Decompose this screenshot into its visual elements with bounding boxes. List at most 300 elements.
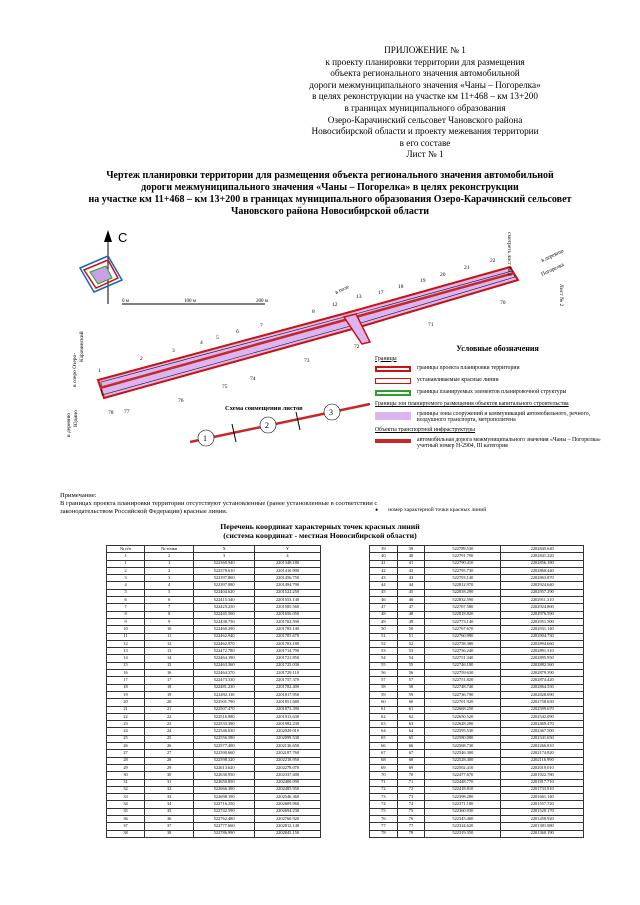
table-cell: 2201522.250 [255,589,321,596]
svg-text:21: 21 [464,265,470,271]
legend-section: Границы зон планируемого размещения объектов капитального строительства [375,401,569,408]
table-row [370,743,584,750]
table-cell: 2202891.310 [501,648,584,655]
table-cell: 2202136.650 [255,743,321,750]
table-row [107,750,321,757]
table-cell: 522472.780 [194,648,255,655]
svg-text:Схема совмещения листов: Схема совмещения листов [225,405,303,412]
table-row [370,640,584,647]
table-cell: 42 [370,567,398,574]
table-cell: 522746.180 [425,662,501,669]
svg-text:2: 2 [140,356,143,362]
header-line: к проекту планировки территории для размещения [325,56,525,67]
table-cell: 43 [397,575,425,582]
north-arrow-icon [80,230,127,304]
table-cell: 2202174.820 [501,750,584,757]
table-cell: 2202542.090 [501,713,584,720]
table-row [370,772,584,779]
table-cell: 522736.790 [425,691,501,698]
table-cell: 77 [397,823,425,830]
table-cell: 70 [370,772,398,779]
svg-text:77: 77 [124,409,130,415]
table-cell: 522360.930 [425,808,501,815]
table-cell: 9 [145,618,194,625]
table-cell: 522650.520 [425,713,501,720]
table-cell: 522666.390 [194,786,255,793]
svg-text:76: 76 [178,398,184,404]
table-cell: 522398.280 [425,794,501,801]
table-cell: 68 [397,757,425,764]
table-row [107,597,321,604]
table-cell: 2202904.730 [501,633,584,640]
table-cell: 53 [397,648,425,655]
table-cell: 15 [107,662,145,669]
table-cell: 56 [370,670,398,677]
table-row [370,808,584,815]
table-cell: 522795.730 [425,567,501,574]
table-cell: 2201725.030 [255,662,321,669]
table-cell: 40 [370,553,398,560]
svg-text:5: 5 [216,335,219,341]
table-cell: 12 [145,640,194,647]
table-row [370,655,584,662]
table-cell: 522528.400 [425,757,501,764]
table-cell: 8 [145,611,194,618]
coordinates-table-right [369,545,584,838]
header-line: Новосибирской области и проекту межевания территории [311,126,539,137]
table-cell: 522371.180 [425,801,501,808]
table-cell: 36 [145,815,194,822]
table-row [370,779,584,786]
table-cell: 522748.740 [425,684,501,691]
table-cell: 2202266.810 [501,743,584,750]
table-cell: 522698.190 [194,794,255,801]
table-row [107,808,321,815]
svg-text:18: 18 [398,284,404,290]
table-row [107,684,321,691]
table-cell: 21 [107,706,145,713]
table-cell: 62 [370,713,398,720]
table-cell: 44 [370,582,398,589]
table-cell: 2202856.180 [501,560,584,567]
table-row [370,589,584,596]
table-cell: 522577.400 [194,743,255,750]
table-cell: 25 [145,735,194,742]
svg-text:в поле: в поле [334,284,351,296]
table-cell: 2202812.140 [255,823,321,830]
legend-item: устанавливаемые красные линии [375,377,620,386]
legend-item: автомобильная дорога межмуниципального значения «Чаны – Погорелка» учетный номер Н-2904, III категория [375,437,620,450]
table-cell: 522650.850 [194,779,255,786]
table-cell: 2201817.710 [501,779,584,786]
table-cell: 33 [145,794,194,801]
svg-text:6: 6 [236,329,239,335]
table-cell: 14 [107,655,145,662]
table-row [107,743,321,750]
table-cell: 522777.660 [194,823,255,830]
table-cell: 47 [397,604,425,611]
svg-text:8: 8 [312,309,315,315]
table-cell: 57 [370,677,398,684]
table-cell: 522345.460 [425,815,501,822]
table-cell: 522590.660 [194,750,255,757]
table-row [370,691,584,698]
svg-text:20: 20 [440,272,446,278]
table-row [107,618,321,625]
table-cell: 69 [370,764,398,771]
table-cell: 74 [397,801,425,808]
table-cell: 2202931.140 [501,626,584,633]
table-cell: 35 [107,808,145,815]
table-row [370,750,584,757]
svg-text:1: 1 [203,434,207,443]
table-cell: 522767.670 [425,626,501,633]
north-label: С [118,230,128,245]
table-row [107,721,321,728]
table-cell: 78 [370,830,398,837]
table-row [107,772,321,779]
table-cell: 522751.820 [425,677,501,684]
table-row [370,670,584,677]
table-cell: 9 [107,618,145,625]
table-cell: 2202546.360 [255,794,321,801]
table-row [107,786,321,793]
table-cell: 522791.790 [425,553,501,560]
table-cell: 2201873.390 [255,706,321,713]
table-cell: 2201982.230 [255,721,321,728]
table-row [107,706,321,713]
table-row [107,815,321,822]
table-cell: 522462.970 [194,640,255,647]
header-line: Озеро-Карачинский сельсовет Чановского района [327,114,523,125]
table-cell: 2201817.950 [255,691,321,698]
table-title: Перечень координат характерных точек красных линий (система координат - местная Новосибирской области) [220,522,420,540]
table-row [370,786,584,793]
table-cell: 31 [145,779,194,786]
svg-text:0 м: 0 м [122,299,129,304]
table-row [370,553,584,560]
table-cell: 63 [397,721,425,728]
svg-text:Погорелка: Погорелка [540,261,566,278]
table-row [370,815,584,822]
legend-section: Объекты транспортной инфраструктуры [375,426,476,433]
table-cell: 522598.320 [194,757,255,764]
table-cell: 2201456.750 [255,575,321,582]
table-cell: 20 [145,699,194,706]
svg-text:72: 72 [354,344,360,350]
table-cell: 522758.380 [425,640,501,647]
table-cell: 30 [145,772,194,779]
table-row [370,794,584,801]
table-cell: 522324.620 [425,823,501,830]
table-cell: 22 [145,713,194,720]
table-cell: 2202911.310 [501,597,584,604]
table-cell: 2202828.690 [501,691,584,698]
table-cell: 2202367.500 [501,728,584,735]
table-cell: 522789.530 [425,546,501,553]
table-cell: 14 [145,655,194,662]
table-cell: 31 [107,779,145,786]
svg-text:в деревню: в деревню [66,412,72,437]
table-cell: 41 [370,560,398,567]
table-row [370,728,584,735]
table-cell: 48 [370,611,398,618]
table-cell: 34 [107,801,145,808]
table-cell: 2201494.790 [255,582,321,589]
table-cell: 52 [370,640,398,647]
table-cell: 2202218.950 [255,757,321,764]
table-cell: 54 [397,655,425,662]
table-cell: 46 [370,597,398,604]
point-note: • номер характерной точки красных линий [375,505,487,515]
legend-item: границы проекта планировки территории [375,365,620,374]
table-cell: 522397.860 [194,575,255,582]
table-cell: 35 [145,808,194,815]
table-cell: 51 [370,633,398,640]
table-cell: 72 [397,786,425,793]
table-cell: 42 [397,567,425,574]
table-cell: 47 [370,604,398,611]
table-cell: 522556.580 [194,735,255,742]
table-row [370,648,584,655]
table-cell: 18 [107,684,145,691]
table-cell: 23 [107,721,145,728]
table-cell: 2 [145,567,194,574]
svg-text:в деревню: в деревню [540,248,565,264]
title-line: Чертеж планировки территории для размещения объекта регионального значения автомобильной [106,170,554,181]
table-cell: 2201721.850 [255,655,321,662]
table-cell: 2201757.370 [255,677,321,684]
table-cell: 54 [370,655,398,662]
table-cell: 2201553.140 [255,597,321,604]
table-cell: 24 [107,728,145,735]
table-cell: 2201851.680 [255,699,321,706]
table-cell: 65 [370,735,398,742]
table-cell: 11 [107,633,145,640]
table-cell: 72 [370,786,398,793]
svg-text:в озеро Озеро-: в озеро Озеро- [72,352,78,387]
table-cell: 2201705.140 [255,626,321,633]
table-cell: 23 [145,721,194,728]
table-row [107,757,321,764]
table-cell: 8 [107,611,145,618]
svg-text:78: 78 [108,410,114,416]
table-row [370,604,584,611]
header-line: Лист № 1 [406,149,444,160]
table-row [107,830,321,837]
table-cell: 15 [145,662,194,669]
table-row [370,713,584,720]
table-cell: 70 [397,772,425,779]
table-cell: 69 [397,764,425,771]
table-row [370,735,584,742]
table-cell: 2201348.180 [255,560,321,567]
table-row [107,691,321,698]
table-cell: 10 [107,626,145,633]
table-cell: 18 [145,684,194,691]
svg-text:71: 71 [428,322,434,328]
table-cell: 2202841.220 [501,553,584,560]
table-cell: 2202278.070 [255,764,321,771]
table-cell: 2202924.640 [501,582,584,589]
table-cell: 2202400.090 [255,779,321,786]
table-cell: 2202951.500 [501,618,584,625]
table-cell: 2202694.230 [255,808,321,815]
table-cell: 522507.470 [194,706,255,713]
table-cell: 30 [107,772,145,779]
table-cell: 28 [145,757,194,764]
table-cell: 73 [370,794,398,801]
table-cell: 58 [397,684,425,691]
table-cell: 2201782.400 [255,684,321,691]
table-cell: 522767.580 [425,604,501,611]
table-cell: 2202879.390 [501,670,584,677]
table-row [370,567,584,574]
table-cell: 522477.670 [425,772,501,779]
table-cell: 2202599.670 [501,706,584,713]
svg-text:3: 3 [172,348,175,354]
table-cell: 2202029.010 [255,728,321,735]
header-line: дороги межмуниципального значения «Чаны – Погорелка» [309,79,541,90]
table-cell: 522502.410 [425,764,501,771]
table-cell: 17 [107,677,145,684]
table-cell: 45 [370,589,398,596]
table-cell: 522404.620 [194,589,255,596]
header-line: ПРИЛОЖЕНИЕ № 1 [384,45,466,55]
table-cell: 522759.630 [425,670,501,677]
table-row [107,633,321,640]
table-cell: 52 [397,640,425,647]
table-cell: 2201520.170 [501,808,584,815]
table-cell: 75 [397,808,425,815]
table-row [370,662,584,669]
table-row [370,633,584,640]
table-cell: 48 [397,611,425,618]
table-cell: 67 [397,750,425,757]
table-row [370,830,584,837]
svg-text:2: 2 [265,421,269,430]
table-cell: 522360.940 [194,560,255,567]
table-cell: 51 [397,633,425,640]
table-cell: 26 [145,743,194,750]
table-cell: 32 [145,786,194,793]
table-row [107,655,321,662]
table-cell: 2201381.080 [501,823,584,830]
table-cell: 6 [145,597,194,604]
table-cell: 2202957.290 [501,589,584,596]
table-cell: 49 [397,618,425,625]
note [60,492,380,516]
table-cell: 2202187.760 [255,750,321,757]
table-row [107,728,321,735]
table-row [107,648,321,655]
table-cell: 37 [145,823,194,830]
table-cell: 522701.920 [425,699,501,706]
svg-text:Юдино: Юдино [73,410,79,427]
table-cell: 43 [370,575,398,582]
svg-text:4: 4 [200,340,203,346]
table-cell: 522492.110 [194,691,255,698]
table-cell: 6 [107,597,145,604]
table-cell: 522613.620 [194,764,255,771]
table-cell: 55 [370,662,398,669]
title-line: дороги межмуниципального значения «Чаны – Погорелка» в целях реконструкции [141,182,519,193]
table-row [370,757,584,764]
table-row [107,589,321,596]
table-cell: 75 [370,808,398,815]
table-cell: 68 [370,757,398,764]
table-cell: 74 [370,801,398,808]
table-row [370,823,584,830]
table-cell: 37 [107,823,145,830]
table-cell: 2202485.950 [255,786,321,793]
table-row [370,706,584,713]
header-line: объекта регионального значения автомобильной [330,68,520,79]
svg-text:13: 13 [356,294,362,300]
svg-text:200 м: 200 м [256,299,268,304]
table-cell: 55 [397,662,425,669]
table-cell: 2202863.870 [501,575,584,582]
table-cell: 2201360.190 [501,830,584,837]
table-cell: 34 [145,801,194,808]
table-cell: 2201702.590 [255,618,321,625]
svg-text:100 м: 100 м [184,299,196,304]
table-cell: 76 [370,815,398,822]
svg-text:7: 7 [260,323,263,329]
table-cell: 11 [145,633,194,640]
legend-item: границы зоны сооружений и коммуникаций автомобильного, речного, воздушного транспорта, метрополитена [375,411,620,424]
table-cell: 2202099.530 [255,735,321,742]
table-row [107,611,321,618]
table-cell: 522595.530 [425,728,501,735]
table-cell: 40 [397,553,425,560]
table-cell: 522793.140 [425,575,501,582]
table-row [370,597,584,604]
table-cell: 2202845.640 [501,546,584,553]
table-cell: 27 [107,750,145,757]
table-cell: 13 [145,648,194,655]
table-cell: 77 [370,823,398,830]
table-cell: 59 [397,691,425,698]
table-cell: 2201922.780 [501,772,584,779]
svg-text:22: 22 [490,258,496,264]
legend-item: границы планируемых элементов планировочной структуры [375,389,620,398]
svg-text:17: 17 [378,290,384,296]
table-cell: 2 [107,567,145,574]
table-cell: 41 [397,560,425,567]
table-cell: 17 [145,677,194,684]
table-cell: 33 [107,794,145,801]
table-cell: 522790.410 [425,560,501,567]
table-cell: 39 [370,546,398,553]
svg-text:12: 12 [332,302,338,308]
table-cell: 522751.340 [425,655,501,662]
table-cell: 16 [107,670,145,677]
table-cell: 4 [145,582,194,589]
table-row [370,611,584,618]
svg-text:70: 70 [500,300,506,306]
svg-text:75: 75 [222,384,228,390]
table-cell: 2201458.920 [501,815,584,822]
table-cell: 3 [107,575,145,582]
table-cell: 2202894.660 [501,640,584,647]
table-cell: 65 [397,735,425,742]
table-cell: 44 [397,582,425,589]
table-cell: 7 [145,604,194,611]
table-cell: 2201585.560 [255,604,321,611]
table-cell: 56 [397,670,425,677]
title-line: Чановского района Новосибирской области [230,206,429,217]
